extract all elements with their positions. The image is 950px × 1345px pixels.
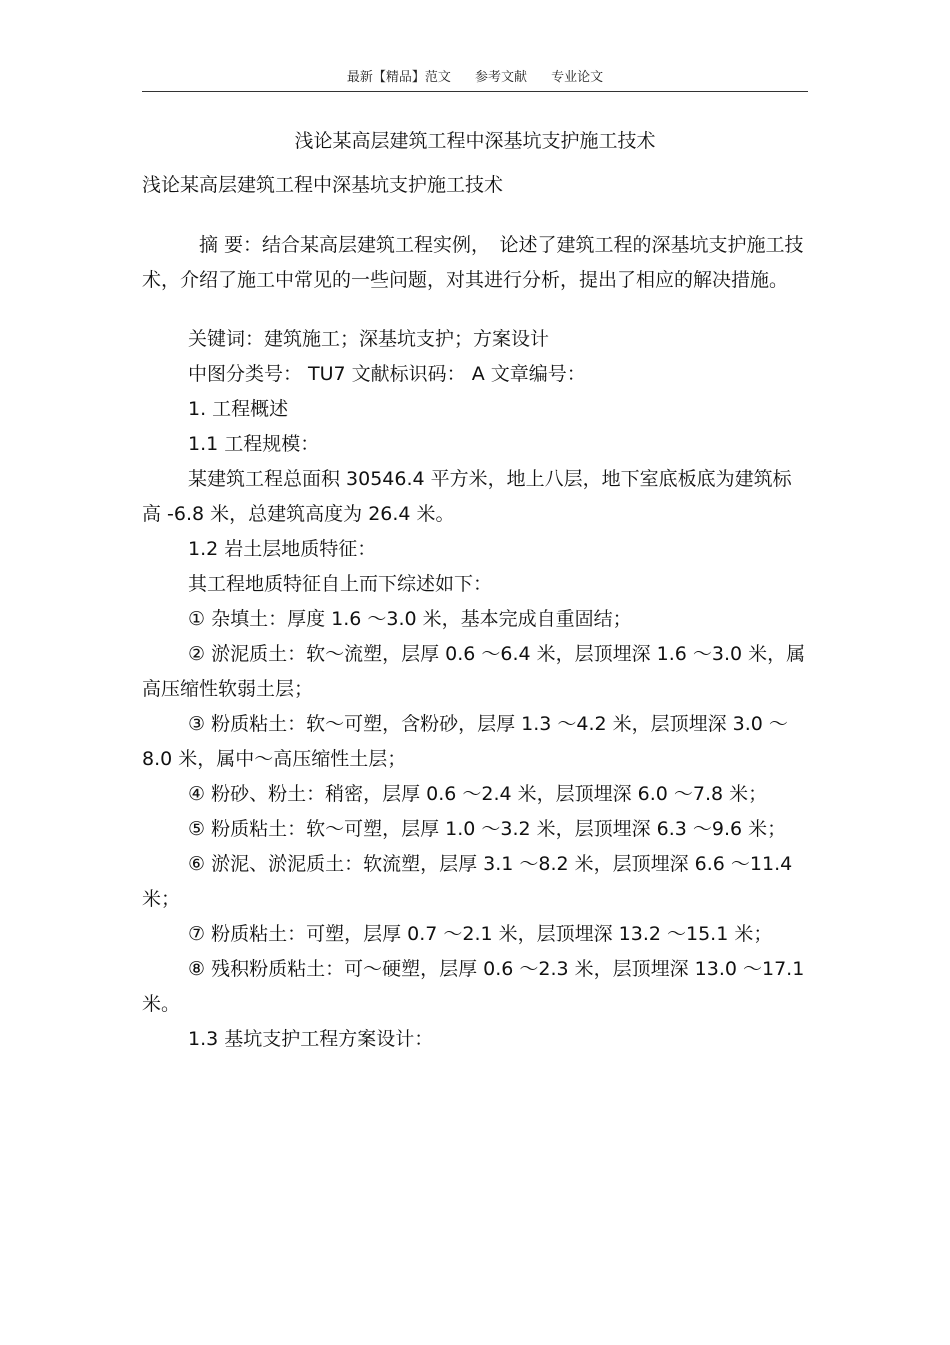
document-title: 浅论某高层建筑工程中深基坑支护施工技术 [294, 130, 656, 152]
soil-layer-5: ⑤ 粉质粘土：软～可塑，层厚 1.0 ～3.2 米，层顶埋深 6.3 ～9.6 米； [188, 818, 787, 840]
section-1-1-heading: 1.1 工程规模： [188, 433, 320, 455]
abstract-paragraph: 摘 要：结合某高层建筑工程实例， 论述了建筑工程的深基坑支护施工技术，介绍了施工中常见的一些问题，对其进行分析，提出了相应的解决措施。 [142, 234, 804, 291]
header-divider [142, 91, 808, 92]
soil-layer-2: ② 淤泥质土：软～流塑，层厚 0.6 ～6.4 米，层顶埋深 1.6 ～3.0 米，属高压缩性软弱土层； [142, 643, 806, 700]
keywords-line: 关键词：建筑施工；深基坑支护；方案设计 [188, 328, 550, 350]
header-item-latest: 最新【精品】范文 [346, 70, 451, 85]
header-item-references: 参考文献 [474, 70, 527, 85]
section-1-2-intro: 其工程地质特征自上而下综述如下： [188, 573, 493, 595]
soil-layer-7: ⑦ 粉质粘土：可塑，层厚 0.7 ～2.1 米，层顶埋深 13.2 ～15.1 米； [188, 923, 773, 945]
soil-layer-1: ① 杂填土：厚度 1.6 ～3.0 米，基本完成自重固结； [188, 608, 632, 630]
classification-line: 中图分类号： TU7 文献标识码： A 文章编号： [188, 363, 586, 385]
section-1-3-heading: 1.3 基坑支护工程方案设计： [188, 1028, 434, 1050]
header-item-papers: 专业论文 [551, 70, 604, 85]
document-subtitle: 浅论某高层建筑工程中深基坑支护施工技术 [142, 174, 504, 196]
soil-layer-3: ③ 粉质粘土：软～可塑，含粉砂，层厚 1.3 ～4.2 米，层顶埋深 3.0 ～8.0 米，属中～高压缩性土层； [142, 713, 788, 770]
soil-layer-6: ⑥ 淤泥、淤泥质土：软流塑，层厚 3.1 ～8.2 米，层顶埋深 6.6 ～11.4 米； [142, 853, 793, 910]
section-1-1-text: 某建筑工程总面积 30546.4 平方米，地上八层，地下室底板底为建筑标高 -6.8 米，总建筑高度为 26.4 米。 [142, 468, 792, 525]
soil-layer-8: ⑧ 残积粉质粘土：可～硬塑，层厚 0.6 ～2.3 米，层顶埋深 13.0 ～17.1 米。 [142, 958, 805, 1015]
soil-layer-4: ④ 粉砂、粉土：稍密，层厚 0.6 ～2.4 米，层顶埋深 6.0 ～7.8 米； [188, 783, 768, 805]
document-body [142, 124, 808, 1057]
section-1-2-heading: 1.2 岩土层地质特征： [188, 538, 377, 560]
page-header [0, 66, 950, 85]
section-1-heading: 1. 工程概述 [188, 398, 289, 420]
